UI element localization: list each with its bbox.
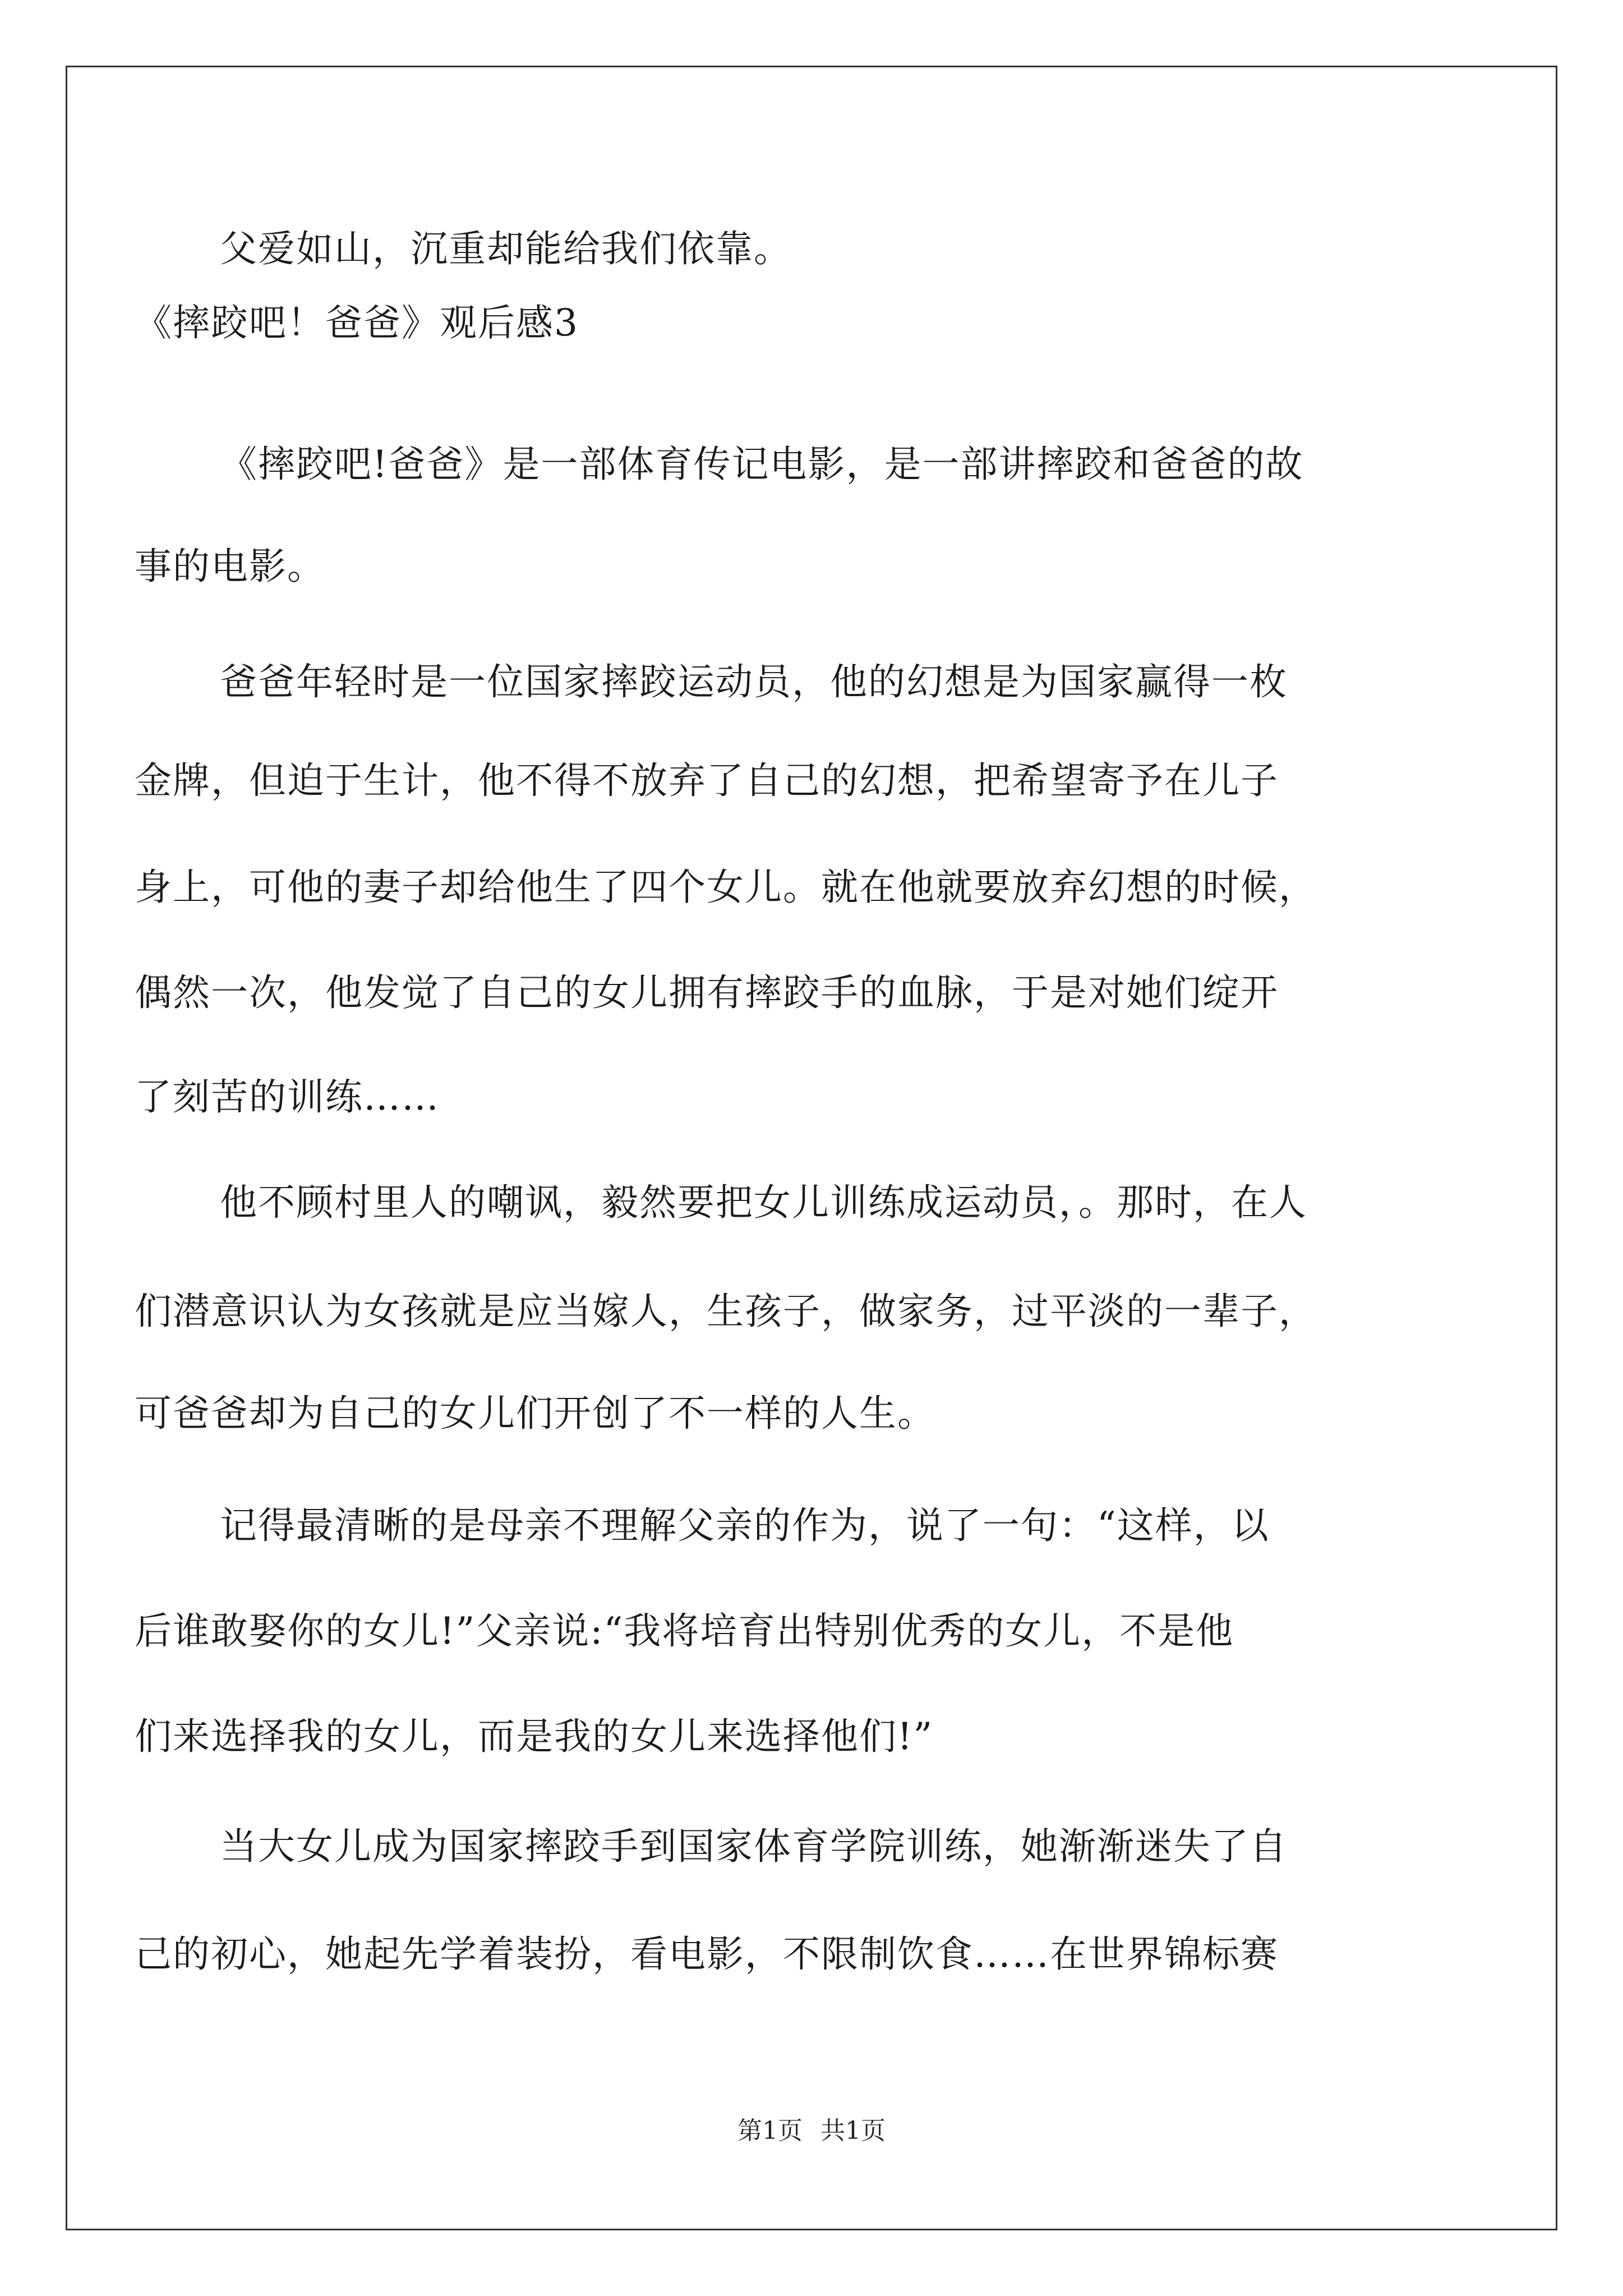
paragraph-line: 事的电影。 bbox=[135, 545, 325, 588]
paragraph-line: 记得最清晰的是母亲不理解父亲的作为，说了一句：“这样，以 bbox=[220, 1504, 1270, 1547]
paragraph-line: 金牌，但迫于生计，他不得不放弃了自己的幻想，把希望寄予在儿子 bbox=[135, 759, 1279, 802]
page-footer bbox=[0, 2116, 1623, 2146]
paragraph-line: 可爸爸却为自己的女儿们开创了不一样的人生。 bbox=[135, 1392, 935, 1435]
paragraph-line: 身上，可他的妻子却给他生了四个女儿。就在他就要放弃幻想的时候， bbox=[135, 866, 1317, 909]
paragraph-line: 后谁敢娶你的女儿!”父亲说:“我将培育出特别优秀的女儿，不是他 bbox=[135, 1609, 1234, 1653]
section-heading: 《摔跤吧！爸爸》观后感3 bbox=[135, 301, 579, 344]
paragraph-line: 己的初心，她起先学着装扮，看电影，不限制饮食……在世界锦标赛 bbox=[135, 1932, 1279, 1976]
paragraph-line: 《摔跤吧!爸爸》是一部体育传记电影，是一部讲摔跤和爸爸的故 bbox=[220, 443, 1304, 486]
page-number: 第1页 bbox=[737, 2116, 803, 2145]
paragraph-line: 当大女儿成为国家摔跤手到国家体育学院训练，她渐渐迷失了自 bbox=[220, 1825, 1288, 1868]
paragraph-line: 了刻苦的训练…… bbox=[135, 1075, 440, 1119]
paragraph-line: 偶然一次，他发觉了自己的女儿拥有摔跤手的血脉，于是对她们绽开 bbox=[135, 971, 1279, 1014]
paragraph-line: 父爱如山，沉重却能给我们依靠。 bbox=[220, 227, 792, 270]
paragraph-line: 爸爸年轻时是一位国家摔跤运动员，他的幻想是为国家赢得一枚 bbox=[220, 660, 1288, 703]
page-frame bbox=[66, 66, 1557, 2230]
paragraph-line: 们潜意识认为女孩就是应当嫁人，生孩子，做家务，过平淡的一辈子， bbox=[135, 1290, 1317, 1333]
paragraph-line: 他不顾村里人的嘲讽，毅然要把女儿训练成运动员，。那时，在人 bbox=[220, 1181, 1307, 1224]
page-total: 共1页 bbox=[820, 2116, 886, 2145]
paragraph-line: 们来选择我的女儿，而是我的女儿来选择他们!” bbox=[135, 1715, 934, 1758]
